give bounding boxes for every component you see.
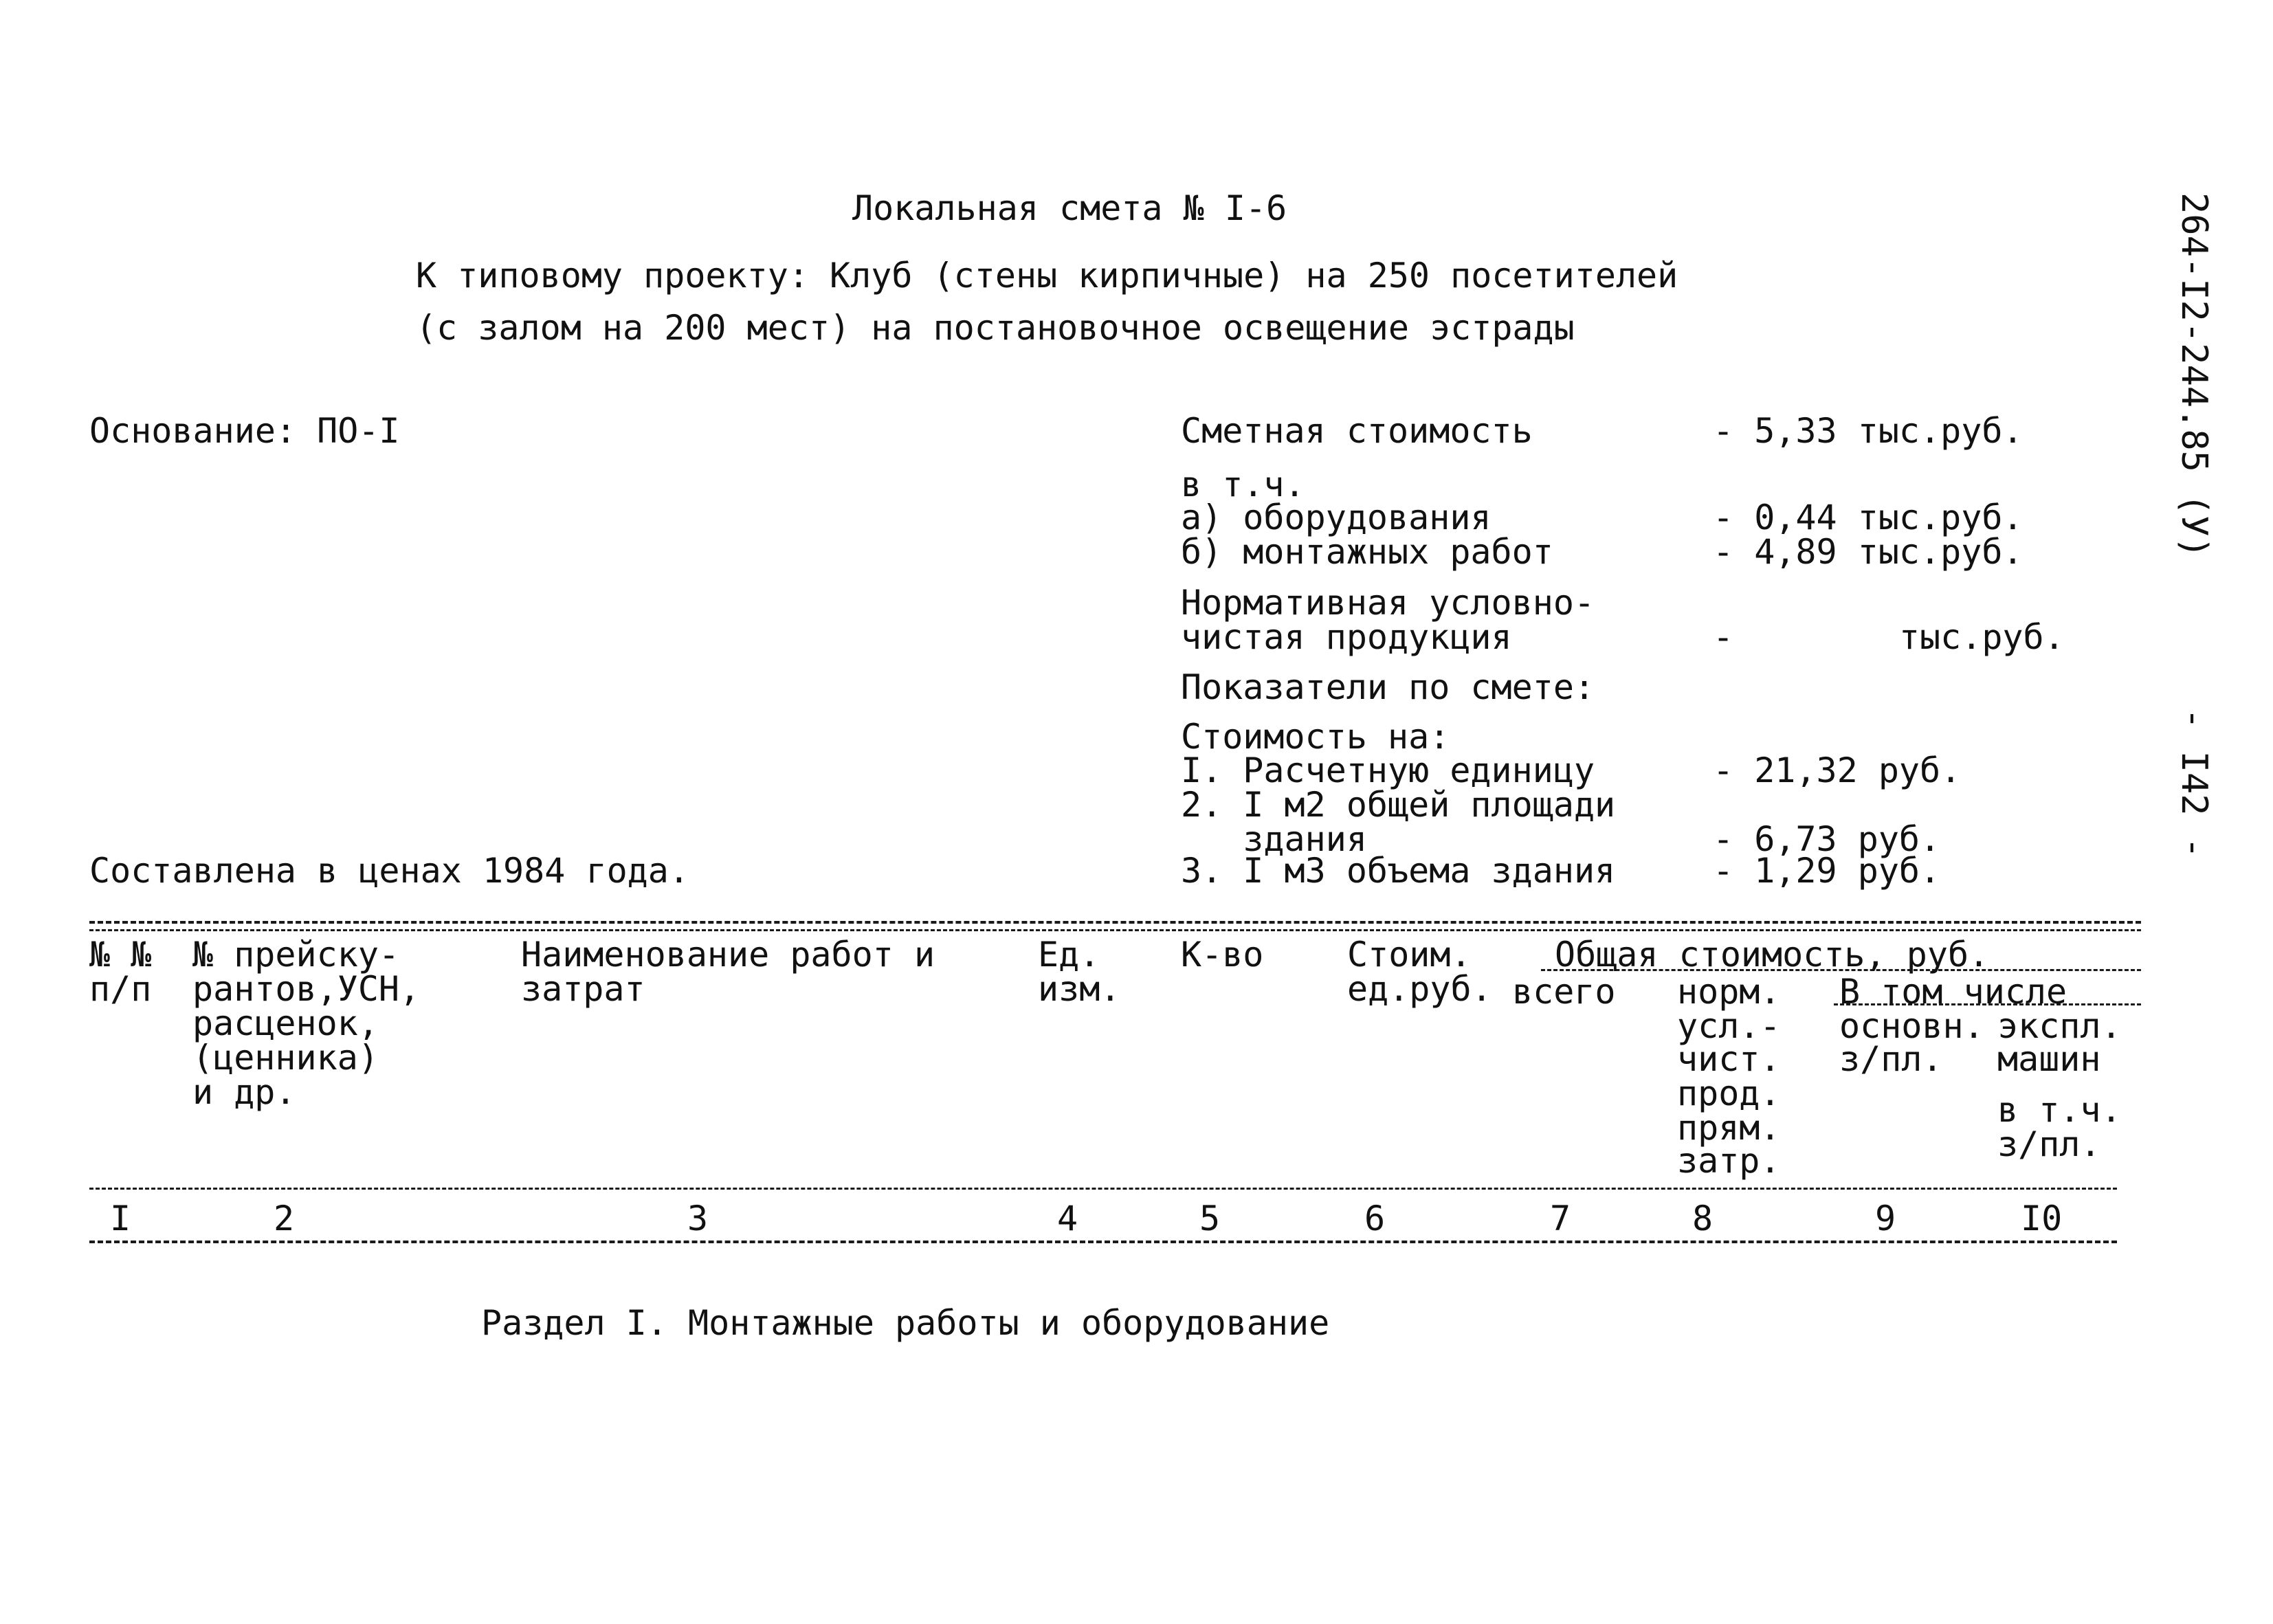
equipment-value: - 0,44 тыс.руб. <box>1713 498 2023 537</box>
area-cost-label-1: 2. I м2 общей площади <box>1181 785 1616 825</box>
normative-value: - тыс.руб. <box>1713 617 2065 657</box>
col1-line2: п/п <box>89 969 152 1009</box>
col3-line2: затрат <box>521 969 645 1009</box>
col-number-5: 5 <box>1199 1199 1221 1238</box>
col-number-8: 8 <box>1692 1199 1714 1238</box>
col8-line3: чист. <box>1677 1039 1781 1079</box>
project-line-2: (с залом на 200 мест) на постановочное освещение эстрады <box>416 308 1575 348</box>
col5-line1: К-во <box>1181 935 1264 975</box>
unit-cost-label: I. Расчетную единицу <box>1181 750 1595 790</box>
col10-line1: экспл. <box>1997 1006 2122 1046</box>
price-level-text: Составлена в ценах 1984 года. <box>89 851 689 891</box>
col3-line1: Наименование работ и <box>521 935 935 975</box>
col10-line4: з/пл. <box>1997 1124 2101 1164</box>
estimated-cost-value: - 5,33 тыс.руб. <box>1713 411 2023 451</box>
col-number-1: I <box>110 1199 131 1238</box>
col-number-4: 4 <box>1057 1199 1078 1238</box>
document-title: Локальная смета № I-6 <box>852 188 1287 228</box>
area-cost-value: - 6,73 руб. <box>1713 819 1941 859</box>
col6-line1: Стоим. <box>1347 935 1472 975</box>
normative-label-1: Нормативная условно- <box>1181 583 1595 623</box>
total-cost-header: Общая стоимость, руб. <box>1555 935 1990 975</box>
col9-line1: основн. <box>1839 1006 1984 1046</box>
installation-value: - 4,89 тыс.руб. <box>1713 532 2023 572</box>
col9-line2: з/пл. <box>1839 1039 1943 1079</box>
basis-text: Основание: ПО-I <box>89 411 400 451</box>
col8-line6: затр. <box>1677 1141 1781 1181</box>
volume-cost-label: 3. I м3 объема здания <box>1181 851 1616 891</box>
page-number: - I42 - <box>2173 708 2215 859</box>
table-numbers-bottom-line <box>89 1241 2117 1243</box>
area-cost-label-2: здания <box>1181 819 1367 859</box>
estimated-cost-label: Сметная стоимость <box>1181 411 1533 451</box>
incl-header: В том числе <box>1839 972 2067 1012</box>
col8-line4: прод. <box>1677 1074 1781 1113</box>
document-code: 264-I2-244.85 (У) <box>2173 192 2215 559</box>
col4-line1: Ед. <box>1038 935 1100 975</box>
volume-cost-value: - 1,29 руб. <box>1713 851 1941 891</box>
table-header-bottom-line <box>89 1188 2117 1190</box>
col8-line5: прям. <box>1677 1108 1781 1148</box>
col-number-10: I0 <box>2021 1199 2063 1238</box>
normative-label-2: чистая продукция <box>1181 617 1512 657</box>
col7-line1: всего <box>1512 972 1616 1012</box>
col-number-3: 3 <box>687 1199 709 1238</box>
col10-line2: машин <box>1997 1039 2101 1079</box>
col-number-7: 7 <box>1550 1199 1571 1238</box>
installation-label: б) монтажных работ <box>1181 532 1553 572</box>
col2-line4: (ценника) <box>192 1038 379 1078</box>
including-label: в т.ч. <box>1181 465 1305 504</box>
section-title: Раздел I. Монтажные работы и оборудование <box>481 1303 1330 1343</box>
col8-line2: усл.- <box>1677 1006 1781 1046</box>
col2-line5: и др. <box>192 1072 296 1112</box>
col10-line3: в т.ч. <box>1997 1090 2122 1130</box>
col2-line1: № прейску- <box>192 935 400 975</box>
unit-cost-value: - 21,32 руб. <box>1713 750 1962 790</box>
col2-line2: рантов,УСН, <box>192 969 421 1009</box>
col4-line2: изм. <box>1038 969 1121 1009</box>
equipment-label: а) оборудования <box>1181 498 1492 537</box>
cost-on-label: Стоимость на: <box>1181 717 1450 757</box>
col-number-9: 9 <box>1875 1199 1896 1238</box>
table-top-line <box>89 921 2141 924</box>
col6-line2: ед.руб. <box>1347 969 1492 1009</box>
col2-line3: расценок, <box>192 1003 379 1043</box>
col1-line1: № № <box>89 935 152 975</box>
project-line-1: К типовому проекту: Клуб (стены кирпичные) на 250 посетителей <box>416 256 1678 296</box>
indicators-label: Показатели по смете: <box>1181 667 1595 707</box>
col-number-6: 6 <box>1364 1199 1386 1238</box>
col-number-2: 2 <box>274 1199 295 1238</box>
table-top-line-2 <box>89 929 2141 931</box>
col8-line1: норм. <box>1677 972 1781 1012</box>
